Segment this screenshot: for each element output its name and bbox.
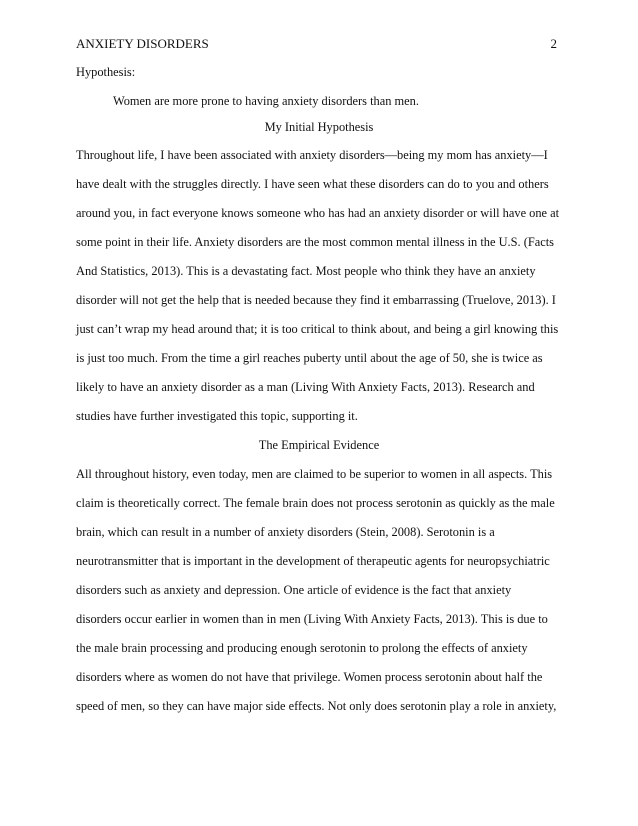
paragraph-line: disorders where as women do not have that privilege. Women process serotonin about half the: [76, 670, 543, 684]
paragraph-line: disorder will not get the help that is needed because they find it embarrassing (Truelove, 2013). I: [76, 293, 556, 307]
page-number: 2: [550, 36, 557, 51]
paragraph-line: speed of men, so they can have major side effects. Not only does serotonin play a role in anxiety,: [76, 699, 557, 713]
paragraph-line: All throughout history, even today, men are claimed to be superior to women in all aspects. This: [76, 467, 553, 481]
hypothesis-statement: Women are more prone to having anxiety disorders than men.: [113, 94, 419, 108]
paragraph-line: disorders occur earlier in women than in men (Living With Anxiety Facts, 2013). This is due to: [76, 612, 548, 626]
paragraph-line: studies have further investigated this topic, supporting it.: [76, 409, 358, 423]
paragraph-line: is just too much. From the time a girl reaches puberty until about the age of 50, she is twice as: [76, 351, 543, 365]
paragraph-line: the male brain processing and producing enough serotonin to prolong the effects of anxiety: [76, 641, 528, 655]
paragraph-line: likely to have an anxiety disorder as a man (Living With Anxiety Facts, 2013). Research and: [76, 380, 535, 394]
paragraph-line: just can’t wrap my head around that; it is too critical to think about, and being a girl knowing this: [76, 322, 559, 336]
section-heading-empirical-evidence: The Empirical Evidence: [258, 438, 380, 452]
paragraph-line: disorders such as anxiety and depression. One article of evidence is the fact that anxiety: [76, 583, 512, 597]
paragraph-line: have dealt with the struggles directly. I have seen what these disorders can do to you and others: [76, 177, 549, 191]
section-heading-initial-hypothesis: My Initial Hypothesis: [264, 120, 374, 134]
paragraph-line: some point in their life. Anxiety disorders are the most common mental illness in the U.S. (Facts: [76, 235, 554, 249]
paragraph-line: Throughout life, I have been associated with anxiety disorders—being my mom has anxiety—I: [76, 148, 548, 162]
running-head: ANXIETY DISORDERS: [76, 36, 209, 51]
paragraph-line: brain, which can result in a number of anxiety disorders (Stein, 2008). Serotonin is a: [76, 525, 495, 539]
paragraph-line: around you, in fact everyone knows someone who has had an anxiety disorder or will have one at: [76, 206, 560, 220]
hypothesis-label: Hypothesis:: [76, 65, 136, 79]
paragraph-line: neurotransmitter that is important in the development of therapeutic agents for neuropsychiatric: [76, 554, 550, 568]
paragraph-line: And Statistics, 2013). This is a devastating fact. Most people who think they have an anxiety: [76, 264, 536, 278]
paragraph-line: claim is theoretically correct. The female brain does not process serotonin as quickly as the male: [76, 496, 555, 510]
